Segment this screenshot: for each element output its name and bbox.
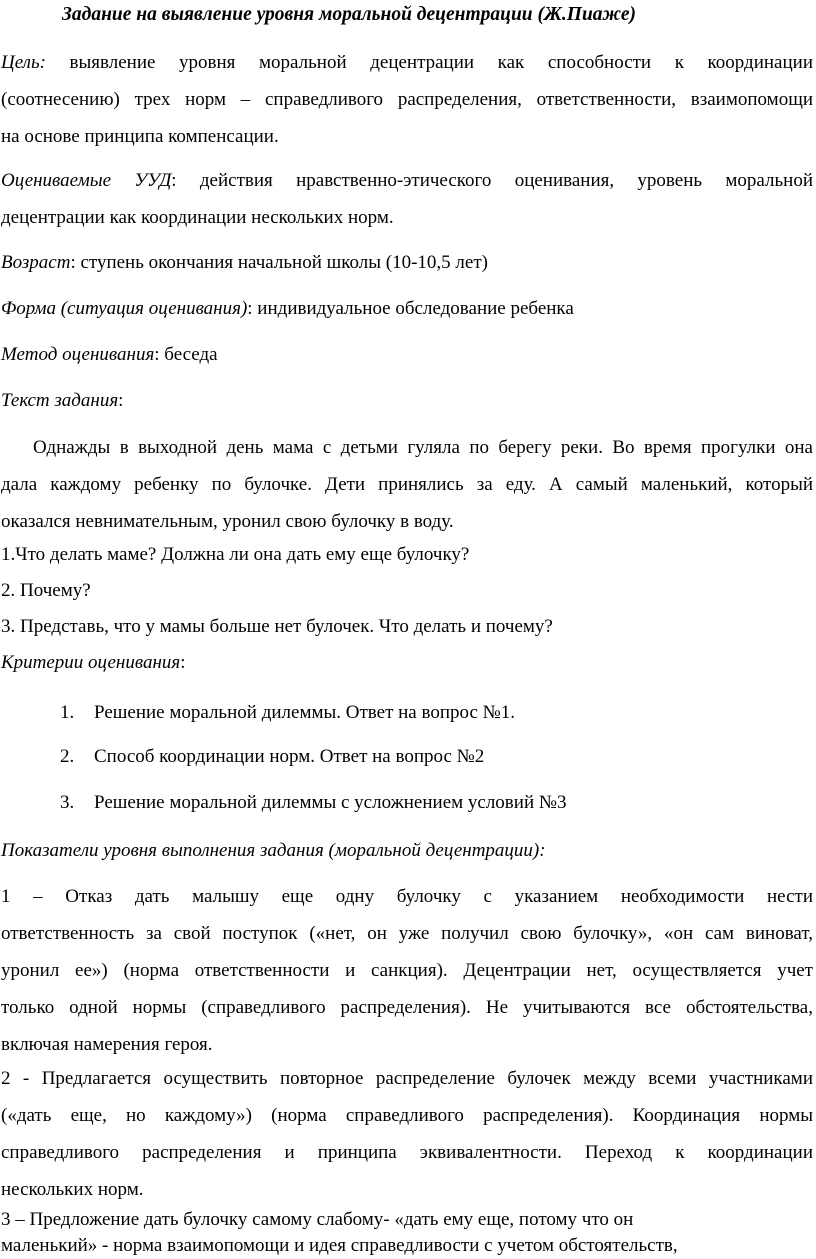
task-text-label: Текст задания (1, 390, 119, 411)
level-1-line: только одной нормы (справедливого распределения). Не учитываются все обстоятельства, (1, 997, 813, 1018)
level-3-line: 3 – Предложение дать булочку самому слабому- «дать ему еще, потому что он (1, 1209, 634, 1230)
level-2-line: справедливого распределения и принципа эквивалентности. Переход к координации (1, 1142, 813, 1163)
question-2: 2. Почему? (1, 580, 91, 601)
story-line: дала каждому ребенку по булочке. Дети принялись за еду. А самый маленький, который (1, 474, 813, 495)
criteria-item-text: Решение моральной дилеммы с усложнением условий №3 (94, 792, 567, 813)
form-label: Форма (ситуация оценивания) (1, 298, 248, 319)
method-line: Метод оценивания: беседа (1, 344, 218, 365)
goal-line: на основе принципа компенсации. (1, 126, 279, 147)
method-label: Метод оценивания (1, 344, 155, 365)
uud-line: децентрации как координации нескольких норм. (1, 207, 394, 228)
level-1-paragraph (1, 878, 813, 1063)
level-1-line: уронил ее») (норма ответственности и санкция). Децентрации нет, осуществляется учет (1, 960, 813, 981)
goal-label: Цель: (1, 52, 46, 73)
goal-line: (соотнесению) трех норм – справедливого распределения, ответственности, взаимопомощи (1, 89, 813, 110)
level-2-paragraph (1, 1060, 813, 1208)
goal-line: Цель: выявление уровня моральной децентрации как способности к координации (1, 52, 813, 73)
level-2-line: нескольких норм. (1, 1179, 144, 1200)
indicators-heading: Показатели уровня выполнения задания (моральной децентрации): (1, 840, 546, 861)
criteria-item-text: Решение моральной дилеммы. Ответ на вопрос №1. (94, 702, 516, 723)
question-1: 1.Что делать маме? Должна ли она дать ему еще булочку? (1, 544, 470, 565)
uud-line: Оцениваемые УУД: действия нравственно-этического оценивания, уровень моральной (1, 170, 813, 191)
uud-paragraph (1, 162, 813, 236)
level-1-line: 1 – Отказ дать малышу еще одну булочку с указанием необходимости нести (1, 886, 813, 907)
task-text-line: Текст задания: (1, 390, 124, 411)
goal-paragraph (1, 44, 813, 155)
form-line: Форма (ситуация оценивания): индивидуальное обследование ребенка (1, 298, 574, 319)
criteria-line: Критерии оценивания: (1, 652, 186, 673)
criteria-item (60, 790, 567, 816)
level-1-line: включая намерения героя. (1, 1034, 213, 1055)
story-line: Однажды в выходной день мама с детьми гуляла по берегу реки. Во время прогулки она (33, 437, 813, 458)
criteria-item (60, 700, 515, 726)
criteria-item (60, 744, 484, 770)
level-1-line: ответственность за свой поступок («нет, он уже получил свою булочку», «он сам виноват, (1, 923, 813, 944)
level-3-line: маленький» - норма взаимопомощи и идея справедливости с учетом обстоятельств, (1, 1235, 678, 1256)
criteria-item-text: Способ координации норм. Ответ на вопрос №2 (94, 746, 485, 767)
level-2-line: 2 - Предлагается осуществить повторное распределение булочек между всеми участниками (1, 1068, 813, 1089)
age-line: Возраст: ступень окончания начальной школы (10-10,5 лет) (1, 252, 488, 273)
criteria-item-number: 3. (60, 792, 75, 813)
criteria-item-number: 2. (60, 746, 75, 767)
story-line: оказался невнимательным, уронил свою булочку в воду. (1, 511, 454, 532)
level-2-line: («дать еще, но каждому») (норма справедливого распределения). Координация нормы (1, 1105, 813, 1126)
age-label: Возраст (1, 252, 71, 273)
uud-label: Оцениваемые УУД (1, 170, 172, 191)
page-title: Задание на выявление уровня моральной децентрации (Ж.Пиаже) (62, 4, 637, 25)
criteria-item-number: 1. (60, 702, 75, 723)
criteria-label: Критерии оценивания (1, 652, 181, 673)
question-3: 3. Представь, что у мамы больше нет булочек. Что делать и почему? (1, 616, 553, 637)
story-paragraph (1, 429, 813, 540)
